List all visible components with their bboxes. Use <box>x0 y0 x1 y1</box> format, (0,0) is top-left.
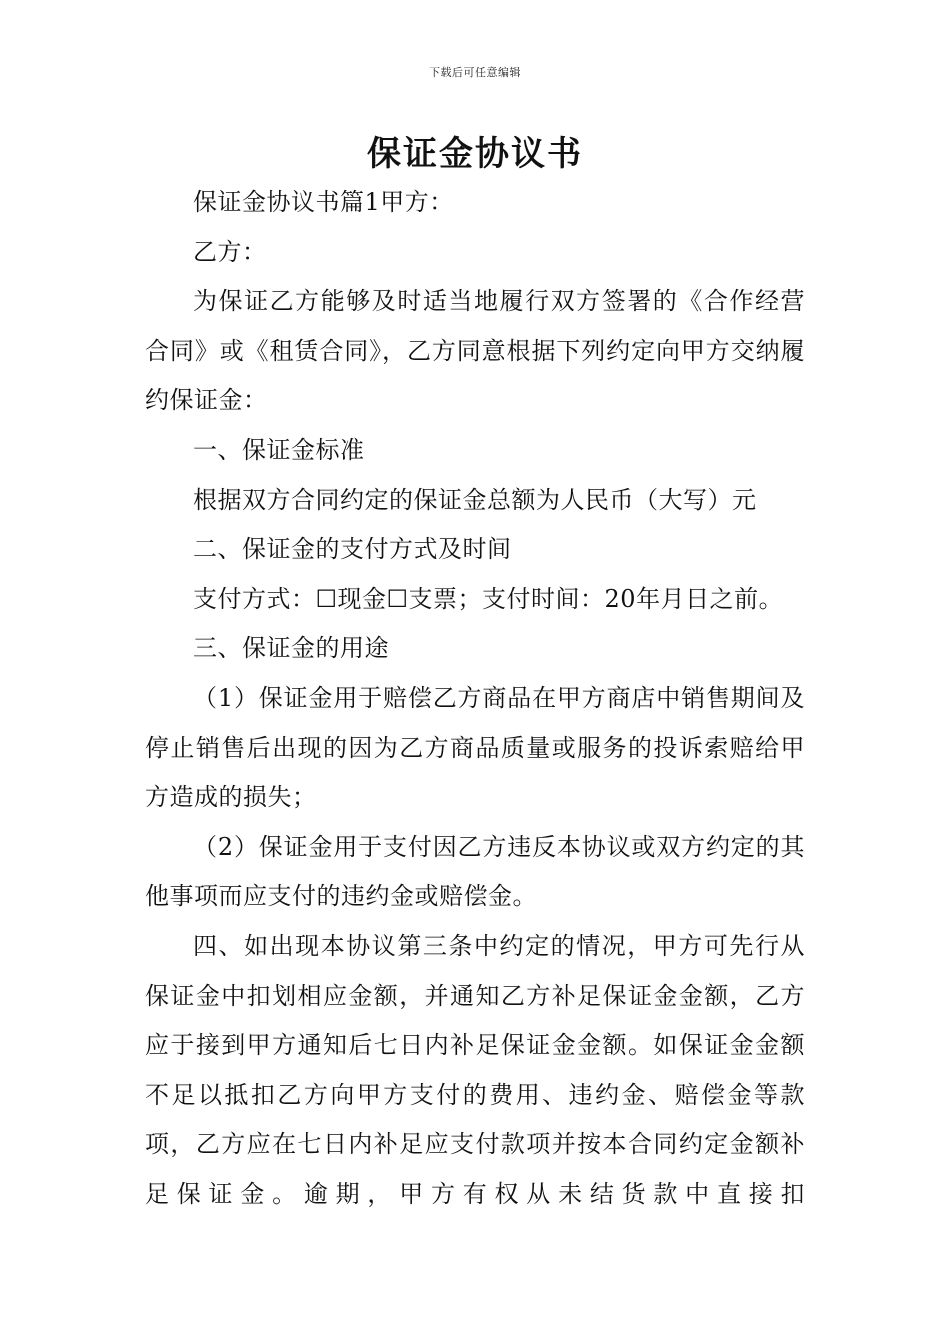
header-note: 下载后可任意编辑 <box>429 66 521 79</box>
section-heading-3: 三、保证金的用途 <box>193 634 389 663</box>
paragraph-party-b: 乙方： <box>193 237 267 266</box>
document-title: 保证金协议书 <box>367 134 583 174</box>
paragraph-intro: 为保证乙方能够及时适当地履行双方签署的《合作经营合同》或《租赁合同》，乙方同意根据下列约定向甲方交纳履约保证金： <box>145 287 805 415</box>
paragraph-use-2: （2）保证金用于支付因乙方违反本协议或双方约定的其他事项而应支付的违约金或赔偿金。 <box>145 832 805 911</box>
section-heading-2: 二、保证金的支付方式及时间 <box>193 535 512 564</box>
paragraph-use-1: （1）保证金用于赔偿乙方商品在甲方商店中销售期间及停止销售后出现的因为乙方商品质量或服务的投诉索赔给甲方造成的损失； <box>145 683 805 812</box>
section-heading-1: 一、保证金标准 <box>193 435 365 464</box>
paragraph-amount: 根据双方合同约定的保证金总额为人民币（大写）元 <box>193 485 757 514</box>
paragraph-party-a: 保证金协议书篇1甲方： <box>193 188 454 216</box>
paragraph-payment: 支付方式：☐现金☐支票；支付时间：20年月日之前。 <box>193 584 784 613</box>
paragraph-section-4: 四、如出现本协议第三条中约定的情况，甲方可先行从保证金中扣划相应金额，并通知乙方补足保证金金额，乙方应于接到甲方通知后七日内补足保证金金额。如保证金金额不足以抵扣乙方向甲方支付的费用、违约金、赔偿金等款项，乙方应在七日内补足应支付款项并按本合同约定金额补足保证金。逾期，甲方有权从未结货款中直接扣 <box>145 931 805 1208</box>
document-body <box>145 178 805 1219</box>
